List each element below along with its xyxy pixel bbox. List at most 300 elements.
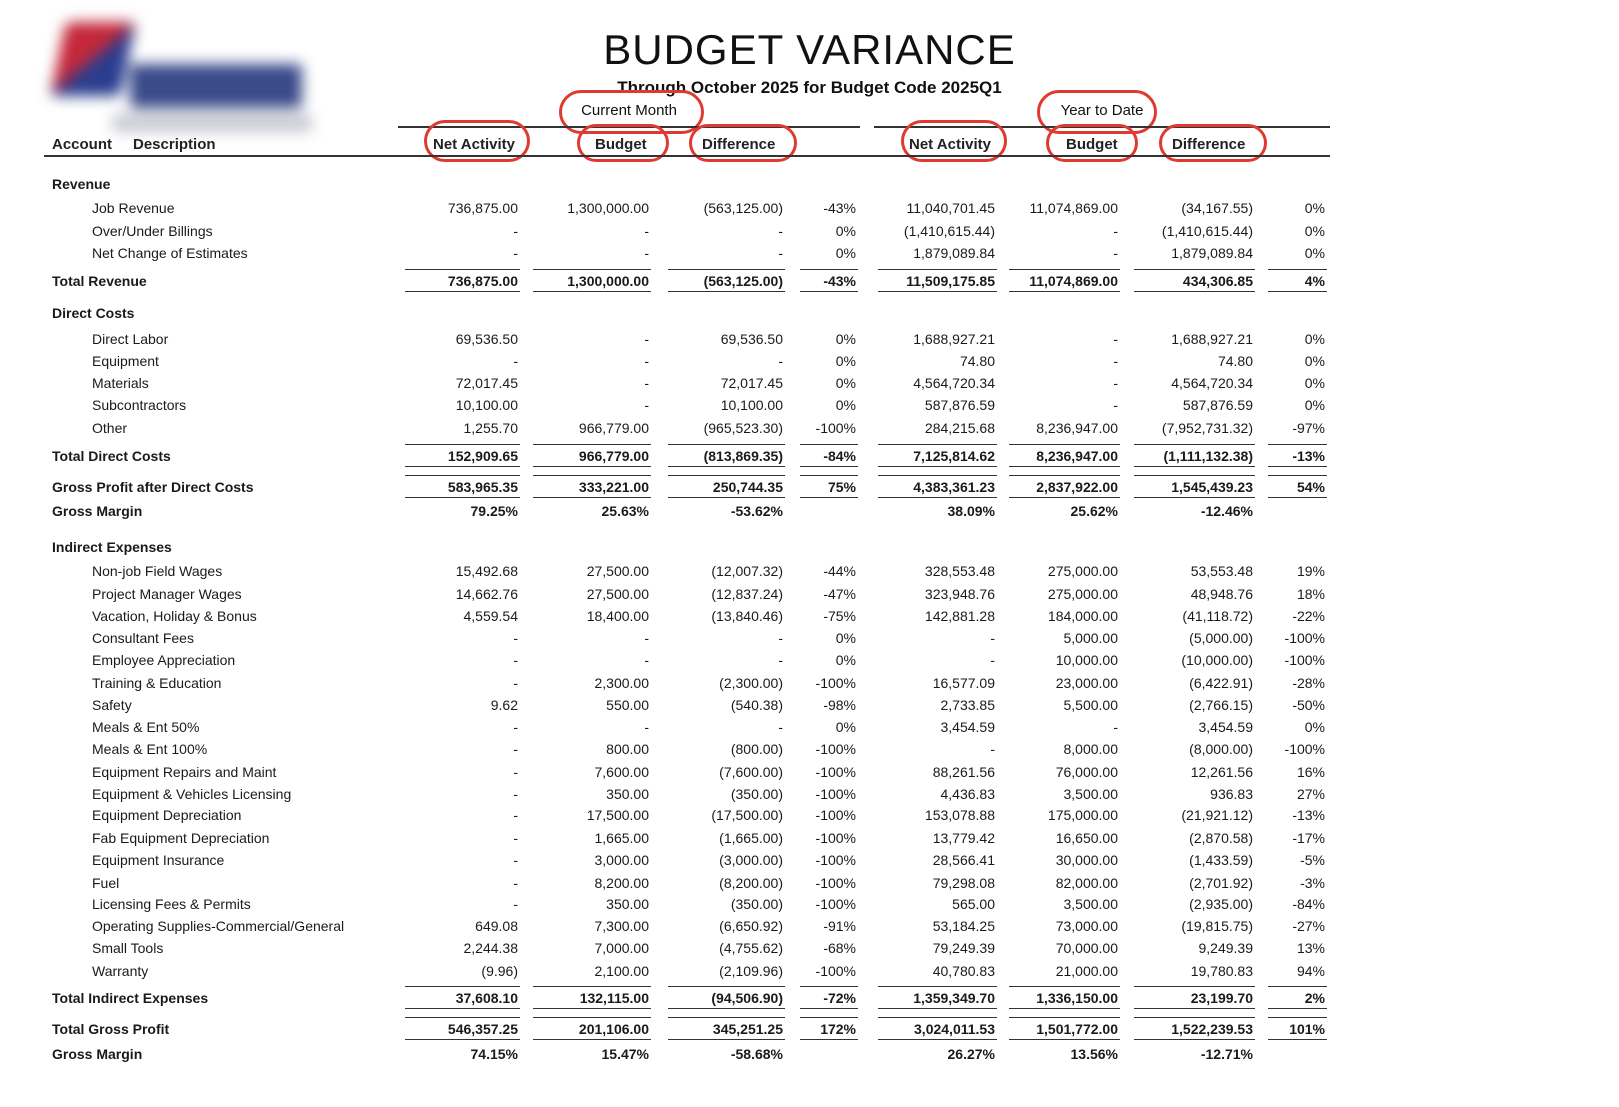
cell-cm-net-activity: 69,536.50: [455, 331, 518, 347]
cell-cm-net-activity: 9.62: [490, 697, 518, 713]
total-rule: [1268, 1017, 1327, 1018]
total-rule-bottom: [1134, 291, 1255, 292]
total-rule-bottom: [878, 291, 997, 292]
total-rule: [405, 444, 520, 445]
table-row: [0, 331, 1619, 353]
cell-ytd-net-activity: 1,688,927.21: [913, 331, 995, 347]
row-label: Equipment Repairs and Maint: [92, 764, 277, 780]
table-row: [0, 563, 1619, 585]
total-rule-bottom: [533, 1008, 651, 1009]
cell-ytd-pct: 16%: [1296, 764, 1325, 780]
total-rule: [1268, 986, 1327, 987]
cell-ytd-net-activity: -: [990, 652, 995, 668]
table-row: [0, 875, 1619, 897]
cell-ytd-net-activity: 153,078.88: [924, 807, 995, 823]
total-rule: [800, 986, 858, 987]
row-label: Equipment Depreciation: [92, 807, 242, 823]
table-row: [0, 397, 1619, 419]
total-rule: [533, 475, 651, 476]
cell-cm-pct: -100%: [815, 764, 856, 780]
cell-cm-budget: 25.63%: [601, 503, 649, 519]
cell-cm-difference: (800.00): [730, 741, 783, 757]
report-title: BUDGET VARIANCE: [603, 26, 1016, 73]
total-rule: [800, 1017, 858, 1018]
cell-ytd-pct: -5%: [1300, 852, 1325, 868]
cell-cm-net-activity: 72,017.45: [455, 375, 518, 391]
table-row: [0, 764, 1619, 786]
row-label: Net Change of Estimates: [92, 245, 248, 261]
cell-ytd-net-activity: 4,564,720.34: [913, 375, 995, 391]
total-rule-bottom: [668, 466, 785, 467]
group-current-month: Current Month: [581, 102, 677, 119]
cell-cm-budget: 966,779.00: [578, 420, 649, 436]
cell-cm-pct: 0%: [835, 652, 856, 668]
cell-ytd-difference: 74.80: [1217, 353, 1253, 369]
cell-ytd-difference: (21,921.12): [1181, 807, 1253, 823]
cell-ytd-pct: 19%: [1296, 563, 1325, 579]
cell-cm-pct: -98%: [823, 697, 856, 713]
cell-ytd-difference: (10,000.00): [1181, 652, 1253, 668]
cell-cm-budget: 550.00: [606, 697, 649, 713]
total-rule-bottom: [1009, 1039, 1120, 1040]
total-rule-bottom: [533, 497, 651, 498]
total-rule: [1009, 986, 1120, 987]
cell-ytd-pct: -28%: [1292, 675, 1325, 691]
total-rule: [878, 986, 997, 987]
table-row: [0, 896, 1619, 918]
total-rule: [1268, 475, 1327, 476]
cell-ytd-budget: 1,336,150.00: [1036, 990, 1118, 1006]
total-rule-bottom: [1268, 291, 1327, 292]
total-rule-bottom: [1134, 1008, 1255, 1009]
cell-ytd-net-activity: 79,298.08: [932, 875, 995, 891]
cell-ytd-pct: -3%: [1300, 875, 1325, 891]
cell-cm-net-activity: (9.96): [481, 963, 518, 979]
table-row: [0, 786, 1619, 808]
cell-cm-net-activity: 15,492.68: [455, 563, 518, 579]
table-row: [0, 353, 1619, 375]
cell-ytd-net-activity: 13,779.42: [932, 830, 995, 846]
cell-ytd-net-activity: 4,436.83: [940, 786, 995, 802]
cell-cm-pct: -84%: [823, 448, 856, 464]
total-rule-bottom: [533, 466, 651, 467]
total-rule: [405, 986, 520, 987]
cell-ytd-difference: (7,952,731.32): [1161, 420, 1253, 436]
cell-ytd-difference: 1,522,239.53: [1171, 1021, 1253, 1037]
total-rule-bottom: [800, 466, 858, 467]
row-label: Job Revenue: [92, 200, 175, 216]
cell-cm-pct: -100%: [815, 807, 856, 823]
cell-cm-pct: 0%: [835, 353, 856, 369]
cell-cm-difference: (12,837.24): [711, 586, 783, 602]
total-rule: [1134, 475, 1255, 476]
col-description: Description: [133, 136, 216, 153]
cell-ytd-budget: 13.56%: [1070, 1046, 1118, 1062]
cell-cm-pct: -100%: [815, 675, 856, 691]
total-rule-bottom: [878, 1039, 997, 1040]
row-label: Materials: [92, 375, 149, 391]
total-rule: [405, 475, 520, 476]
row-label: Employee Appreciation: [92, 652, 236, 668]
table-row: [0, 652, 1619, 674]
total-rule-bottom: [1009, 497, 1120, 498]
cell-cm-difference: (1,665.00): [719, 830, 783, 846]
cell-cm-pct: -100%: [815, 830, 856, 846]
cell-cm-difference: 250,744.35: [712, 479, 783, 495]
cell-cm-budget: 18,400.00: [586, 608, 649, 624]
cell-cm-difference: 69,536.50: [720, 331, 783, 347]
cell-ytd-net-activity: 1,879,089.84: [913, 245, 995, 261]
cell-cm-pct: -100%: [815, 852, 856, 868]
cell-ytd-pct: 0%: [1304, 353, 1325, 369]
row-label: Revenue: [52, 176, 111, 192]
cell-ytd-net-activity: 11,509,175.85: [906, 273, 995, 289]
cell-ytd-difference: 936.83: [1210, 786, 1253, 802]
cell-ytd-net-activity: 328,553.48: [924, 563, 995, 579]
cell-cm-difference: (8,200.00): [719, 875, 783, 891]
cell-cm-net-activity: 4,559.54: [463, 608, 518, 624]
cell-ytd-pct: 0%: [1304, 331, 1325, 347]
cell-cm-difference: -: [778, 353, 783, 369]
cell-ytd-net-activity: 1,359,349.70: [913, 990, 995, 1006]
cell-cm-net-activity: 649.08: [475, 918, 518, 934]
total-rule: [668, 269, 785, 270]
cell-ytd-budget: 73,000.00: [1055, 918, 1118, 934]
cell-cm-difference: (17,500.00): [711, 807, 783, 823]
cell-cm-budget: 17,500.00: [586, 807, 649, 823]
cell-cm-net-activity: -: [513, 630, 518, 646]
cell-cm-budget: 2,300.00: [594, 675, 649, 691]
cell-ytd-difference: (8,000.00): [1189, 741, 1253, 757]
cell-cm-budget: 966,779.00: [578, 448, 649, 464]
cell-ytd-budget: 10,000.00: [1055, 652, 1118, 668]
total-rule-bottom: [800, 497, 858, 498]
total-rule: [405, 1017, 520, 1018]
row-label: Subcontractors: [92, 397, 187, 413]
cell-ytd-net-activity: 4,383,361.23: [913, 479, 995, 495]
total-rule: [533, 1017, 651, 1018]
total-rule: [878, 269, 997, 270]
cell-cm-budget: -: [644, 375, 649, 391]
cell-ytd-net-activity: 28,566.41: [932, 852, 995, 868]
cell-ytd-budget: 184,000.00: [1047, 608, 1118, 624]
margin-row: [0, 503, 1619, 525]
cell-cm-pct: -100%: [815, 420, 856, 436]
row-label: Warranty: [92, 963, 149, 979]
cell-ytd-budget: 23,000.00: [1055, 675, 1118, 691]
cell-cm-pct: 0%: [835, 223, 856, 239]
row-label: Consultant Fees: [92, 630, 194, 646]
total-rule: [533, 269, 651, 270]
cell-cm-net-activity: -: [513, 852, 518, 868]
cell-ytd-budget: -: [1113, 375, 1118, 391]
cell-cm-difference: (965,523.30): [703, 420, 783, 436]
cell-ytd-difference: (19,815.75): [1181, 918, 1253, 934]
total-rule-bottom: [1009, 291, 1120, 292]
cell-ytd-pct: 2%: [1304, 990, 1325, 1006]
cell-cm-pct: -100%: [815, 786, 856, 802]
cell-ytd-pct: 0%: [1304, 397, 1325, 413]
table-row: [0, 852, 1619, 874]
cell-ytd-net-activity: 88,261.56: [932, 764, 995, 780]
cell-ytd-pct: 18%: [1296, 586, 1325, 602]
cell-cm-difference: -: [778, 719, 783, 735]
row-label: Safety: [92, 697, 132, 713]
row-label: Gross Margin: [52, 503, 143, 519]
cell-ytd-net-activity: 38.09%: [947, 503, 995, 519]
total-rule-bottom: [668, 291, 785, 292]
table-row: [0, 200, 1619, 222]
cell-ytd-difference: 587,876.59: [1182, 397, 1253, 413]
table-row: [0, 608, 1619, 630]
cell-ytd-difference: -12.71%: [1200, 1046, 1253, 1062]
total-rule: [668, 475, 785, 476]
row-label: Total Gross Profit: [52, 1021, 170, 1037]
cell-ytd-pct: -22%: [1292, 608, 1325, 624]
cell-cm-net-activity: -: [513, 830, 518, 846]
cell-cm-pct: 0%: [835, 397, 856, 413]
cell-cm-difference: (540.38): [730, 697, 783, 713]
cell-cm-difference: 345,251.25: [712, 1021, 783, 1037]
cell-cm-pct: -100%: [815, 963, 856, 979]
col-ytd-net-activity: Net Activity: [909, 136, 991, 153]
cell-cm-difference: 72,017.45: [720, 375, 783, 391]
cell-ytd-pct: -97%: [1292, 420, 1325, 436]
total-rule-bottom: [668, 1008, 785, 1009]
cell-cm-pct: -100%: [815, 741, 856, 757]
row-label: Equipment: [92, 353, 159, 369]
cell-cm-net-activity: -: [513, 875, 518, 891]
cell-ytd-pct: 4%: [1304, 273, 1325, 289]
cell-ytd-difference: (1,410,615.44): [1161, 223, 1253, 239]
total-rule-bottom: [1009, 1008, 1120, 1009]
col-ytd-difference: Difference: [1172, 136, 1246, 153]
cell-cm-budget: 3,000.00: [594, 852, 649, 868]
row-label: Gross Profit after Direct Costs: [52, 479, 254, 495]
cell-ytd-net-activity: 53,184.25: [932, 918, 995, 934]
cell-ytd-pct: -13%: [1292, 448, 1325, 464]
cell-ytd-budget: -: [1113, 719, 1118, 735]
row-label: Gross Margin: [52, 1046, 143, 1062]
cell-ytd-difference: 1,545,439.23: [1171, 479, 1253, 495]
cell-ytd-net-activity: 16,577.09: [932, 675, 995, 691]
cell-ytd-budget: 2,837,922.00: [1036, 479, 1118, 495]
table-row: [0, 940, 1619, 962]
cell-ytd-difference: 1,688,927.21: [1171, 331, 1253, 347]
cell-cm-difference: (350.00): [730, 786, 783, 802]
cell-cm-budget: -: [644, 223, 649, 239]
cell-ytd-difference: 48,948.76: [1190, 586, 1253, 602]
cell-ytd-net-activity: 587,876.59: [924, 397, 995, 413]
total-rule: [878, 1017, 997, 1018]
cell-cm-net-activity: -: [513, 786, 518, 802]
cell-cm-pct: -72%: [823, 990, 856, 1006]
cell-ytd-difference: (6,422.91): [1189, 675, 1253, 691]
cell-cm-net-activity: -: [513, 245, 518, 261]
total-rule-bottom: [1134, 1039, 1255, 1040]
total-rule: [878, 475, 997, 476]
row-label: Meals & Ent 100%: [92, 741, 208, 757]
cell-cm-difference: (350.00): [730, 896, 783, 912]
total-rule-bottom: [878, 497, 997, 498]
cell-ytd-difference: 23,199.70: [1190, 990, 1253, 1006]
cell-cm-difference: -: [778, 245, 783, 261]
table-row: [0, 830, 1619, 852]
cell-ytd-pct: -100%: [1284, 630, 1325, 646]
cell-cm-difference: (7,600.00): [719, 764, 783, 780]
cell-ytd-budget: 16,650.00: [1055, 830, 1118, 846]
cell-ytd-difference: 434,306.85: [1182, 273, 1253, 289]
cell-cm-difference: (12,007.32): [711, 563, 783, 579]
row-label: Licensing Fees & Permits: [92, 896, 251, 912]
cell-ytd-budget: -: [1113, 397, 1118, 413]
cell-ytd-budget: 8,236,947.00: [1036, 420, 1118, 436]
cell-cm-difference: (3,000.00): [719, 852, 783, 868]
cell-cm-budget: 350.00: [606, 786, 649, 802]
row-label: Operating Supplies-Commercial/General: [92, 918, 345, 934]
cell-cm-pct: 0%: [835, 630, 856, 646]
cell-ytd-difference: (1,433.59): [1189, 852, 1253, 868]
table-row: [0, 697, 1619, 719]
total-rule-bottom: [668, 1039, 785, 1040]
cell-ytd-pct: 0%: [1304, 719, 1325, 735]
cell-cm-net-activity: 74.15%: [470, 1046, 518, 1062]
cell-ytd-pct: -100%: [1284, 652, 1325, 668]
cell-ytd-budget: -: [1113, 245, 1118, 261]
total-rule: [1134, 269, 1255, 270]
row-label: Training & Education: [92, 675, 222, 691]
total-rule: [668, 986, 785, 987]
total-rule-bottom: [1134, 466, 1255, 467]
cell-cm-net-activity: -: [513, 764, 518, 780]
cell-cm-pct: 0%: [835, 245, 856, 261]
table-row: [0, 630, 1619, 652]
cell-cm-difference: (563,125.00): [703, 200, 783, 216]
table-row: [0, 420, 1619, 442]
cell-ytd-budget: 5,500.00: [1063, 697, 1118, 713]
cell-ytd-net-activity: -: [990, 741, 995, 757]
row-label: Small Tools: [92, 940, 164, 956]
cell-ytd-net-activity: 3,024,011.53: [914, 1021, 995, 1037]
report-subtitle: Through October 2025 for Budget Code 2025Q1: [617, 78, 1002, 97]
col-ytd-budget: Budget: [1066, 136, 1118, 153]
cell-cm-budget: 132,115.00: [579, 990, 649, 1006]
col-cm-budget: Budget: [595, 136, 647, 153]
row-label: Equipment Insurance: [92, 852, 225, 868]
table-row: [0, 963, 1619, 985]
total-rule-bottom: [1268, 497, 1327, 498]
cell-ytd-difference: 1,879,089.84: [1171, 245, 1253, 261]
cell-ytd-budget: 11,074,869.00: [1029, 200, 1118, 216]
cell-ytd-difference: 12,261.56: [1190, 764, 1253, 780]
total-rule-bottom: [800, 1039, 858, 1040]
cell-cm-net-activity: -: [513, 719, 518, 735]
cell-ytd-difference: (1,111,132.38): [1163, 448, 1253, 464]
group-year-to-date: Year to Date: [1060, 102, 1144, 119]
total-rule: [668, 444, 785, 445]
cell-cm-difference: (813,869.35): [703, 448, 783, 464]
cell-cm-net-activity: -: [513, 353, 518, 369]
total-rule: [800, 444, 858, 445]
cell-ytd-budget: 8,000.00: [1063, 741, 1118, 757]
cell-cm-budget: 1,300,000.00: [567, 200, 649, 216]
cell-ytd-net-activity: 7,125,814.62: [913, 448, 995, 464]
total-rule: [1134, 444, 1255, 445]
table-row: [0, 675, 1619, 697]
total-rule-bottom: [1268, 466, 1327, 467]
row-label: Other: [92, 420, 128, 436]
cell-ytd-budget: -: [1113, 223, 1118, 239]
cell-ytd-net-activity: 2,733.85: [940, 697, 995, 713]
cell-cm-pct: -43%: [823, 200, 856, 216]
total-rule-bottom: [405, 497, 520, 498]
cell-ytd-budget: 21,000.00: [1055, 963, 1118, 979]
cell-ytd-difference: (41,118.72): [1182, 608, 1253, 624]
cell-cm-net-activity: 2,244.38: [463, 940, 518, 956]
total-rule: [1009, 269, 1120, 270]
table-row: [0, 375, 1619, 397]
cell-ytd-budget: 30,000.00: [1055, 852, 1118, 868]
row-label: Equipment & Vehicles Licensing: [92, 786, 292, 802]
cell-ytd-budget: 275,000.00: [1047, 586, 1118, 602]
cell-cm-difference: (4,755.62): [719, 940, 783, 956]
cell-cm-budget: -: [644, 245, 649, 261]
total-rule-bottom: [405, 1039, 520, 1040]
row-label: Over/Under Billings: [92, 223, 213, 239]
cell-ytd-pct: 27%: [1296, 786, 1325, 802]
cell-ytd-pct: -100%: [1284, 741, 1325, 757]
cell-cm-pct: 75%: [827, 479, 856, 495]
section-header: [0, 305, 1619, 327]
total-rule: [800, 269, 858, 270]
table-row: [0, 586, 1619, 608]
cell-cm-net-activity: 546,357.25: [447, 1021, 518, 1037]
table-row: [0, 719, 1619, 741]
cell-cm-difference: (6,650.92): [719, 918, 783, 934]
total-rule: [1009, 444, 1120, 445]
total-rule: [1268, 444, 1327, 445]
cell-cm-difference: -: [778, 223, 783, 239]
cell-ytd-pct: 0%: [1304, 375, 1325, 391]
row-label: Fab Equipment Depreciation: [92, 830, 270, 846]
cell-cm-net-activity: 14,662.76: [455, 586, 518, 602]
row-label: Total Indirect Expenses: [52, 990, 209, 1006]
total-rule: [1009, 1017, 1120, 1018]
cell-ytd-difference: 53,553.48: [1190, 563, 1253, 579]
cell-ytd-difference: (2,766.15): [1189, 697, 1253, 713]
cell-cm-net-activity: 152,909.65: [447, 448, 518, 464]
row-label: Total Revenue: [52, 273, 147, 289]
cell-ytd-pct: 0%: [1304, 223, 1325, 239]
cell-cm-difference: -53.62%: [730, 503, 783, 519]
cell-ytd-pct: -84%: [1292, 896, 1325, 912]
total-rule-bottom: [668, 497, 785, 498]
cell-cm-net-activity: -: [513, 807, 518, 823]
total-rule-bottom: [1268, 1008, 1327, 1009]
cell-cm-pct: -43%: [823, 273, 856, 289]
total-rule-bottom: [533, 291, 651, 292]
cell-ytd-budget: 175,000.00: [1047, 807, 1118, 823]
cell-ytd-pct: -13%: [1292, 807, 1325, 823]
total-rule: [1268, 269, 1327, 270]
row-label: Non-job Field Wages: [92, 563, 223, 579]
cell-cm-pct: 0%: [835, 375, 856, 391]
total-rule: [668, 1017, 785, 1018]
cell-ytd-difference: (2,701.92): [1189, 875, 1253, 891]
total-rule: [405, 269, 520, 270]
cell-ytd-pct: 13%: [1296, 940, 1325, 956]
cell-cm-net-activity: -: [513, 741, 518, 757]
